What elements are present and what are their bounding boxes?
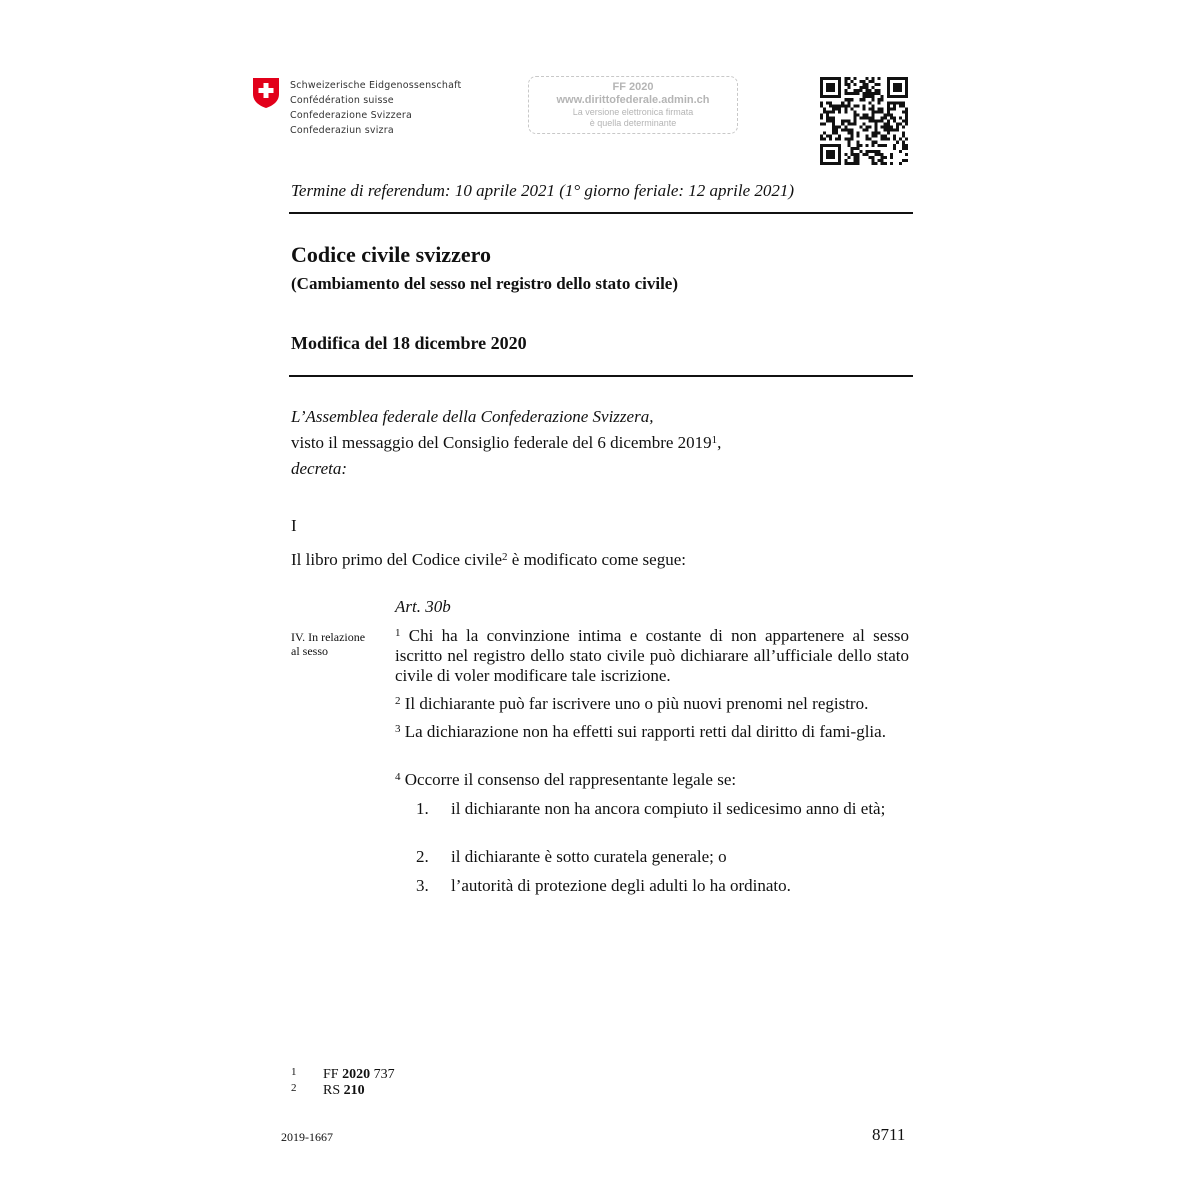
stamp-edition: FF 2020 (612, 81, 654, 93)
document-subtitle: (Cambiamento del sesso nel registro dello stato civile) (291, 274, 679, 293)
footnote-prefix: RS (323, 1083, 344, 1098)
section-intro-end: è modificato come segue: (507, 550, 686, 569)
article-title: Art. 30b (395, 597, 451, 616)
preamble-visto-text: visto il messaggio del Consiglio federale del 6 dicembre 2019 (291, 433, 712, 452)
stamp-note-1: La versione elettronica firmata (572, 107, 694, 117)
paragraph-text: Chi ha la convinzione intima e costante di non appartenere al sesso iscritto nel registro dello stato civile può dichiarare all’ufficiale dello stato civile di voler modificare tale iscrizione. (395, 626, 909, 685)
footnote-prefix: FF (323, 1067, 343, 1082)
signature-stamp (528, 76, 738, 134)
list-item-text: il dichiarante è sotto curatela generale; o (451, 847, 727, 866)
paragraph-number: 2 (395, 695, 401, 707)
margin-title-line: IV. In relazione (291, 630, 366, 644)
list-item-text: l’autorità di protezione degli adulti lo ha ordinato. (451, 876, 791, 895)
section-intro-text: Il libro primo del Codice civile (291, 550, 503, 569)
margin-title-line: al sesso (291, 644, 328, 658)
paragraph-number: 3 (395, 723, 401, 735)
divider-top (289, 212, 913, 214)
footnote-number: 1 (291, 1066, 297, 1078)
footnote-ref-1[interactable]: 1 (711, 434, 718, 446)
qr-code (820, 77, 908, 165)
confederation-line: Confédération suisse (290, 95, 394, 106)
margin-title (291, 630, 365, 658)
section-intro (291, 550, 686, 570)
preamble-visto (291, 433, 721, 453)
footnote-2 (291, 1080, 365, 1099)
document-title: Codice civile svizzero (291, 242, 491, 267)
list-item-number: 3. (416, 876, 429, 895)
section-numeral: I (291, 516, 297, 535)
list-item-number: 2. (416, 847, 429, 866)
stamp-url[interactable]: www.dirittofederale.admin.ch (556, 94, 710, 106)
preamble-decreta: decreta: (291, 459, 348, 478)
confederation-line: Schweizerische Eidgenossenschaft (290, 80, 462, 91)
list-item-text: il dichiarante non ha ancora compiuto il sedicesimo anno di età; (451, 799, 886, 818)
paragraph-number: 1 (395, 627, 401, 639)
paragraph-3 (395, 722, 909, 742)
page-number: 8711 (872, 1125, 906, 1144)
paragraph-1 (395, 626, 909, 686)
paragraph-text: Il dichiarante può far iscrivere uno o più nuovi prenomi nel registro. (400, 694, 869, 713)
modification-date: Modifica del 18 dicembre 2020 (291, 333, 527, 353)
paragraph-text: Occorre il consenso del rappresentante legale se: (400, 770, 737, 789)
paragraph-text: La dichiarazione non ha effetti sui rapporti retti dal diritto di fami-glia. (400, 722, 886, 741)
divider-title (289, 375, 913, 377)
footnote-suffix: 737 (370, 1067, 395, 1082)
stamp-note-2: è quella determinante (589, 118, 677, 128)
swiss-crest-logo (252, 77, 280, 109)
referendum-deadline: Termine di referendum: 10 aprile 2021 (1° giorno feriale: 12 aprile 2021) (291, 181, 795, 200)
footnote-number: 2 (291, 1082, 297, 1094)
confederation-names (290, 78, 461, 138)
paragraph-number: 4 (395, 771, 401, 783)
confederation-line: Confederaziun svizra (290, 125, 394, 136)
footnote-bold: 2020 (342, 1067, 371, 1082)
list-item-number: 1. (416, 799, 429, 818)
document-id: 2019-1667 (281, 1130, 333, 1144)
footnote-bold: 210 (343, 1083, 365, 1098)
confederation-line: Confederazione Svizzera (290, 110, 413, 121)
paragraph-4 (395, 770, 909, 790)
preamble-assembly: L’Assemblea federale della Confederazione Svizzera, (291, 407, 654, 426)
preamble-visto-end: , (717, 433, 722, 452)
footnote-ref-2[interactable]: 2 (502, 551, 508, 563)
paragraph-2 (395, 694, 909, 714)
